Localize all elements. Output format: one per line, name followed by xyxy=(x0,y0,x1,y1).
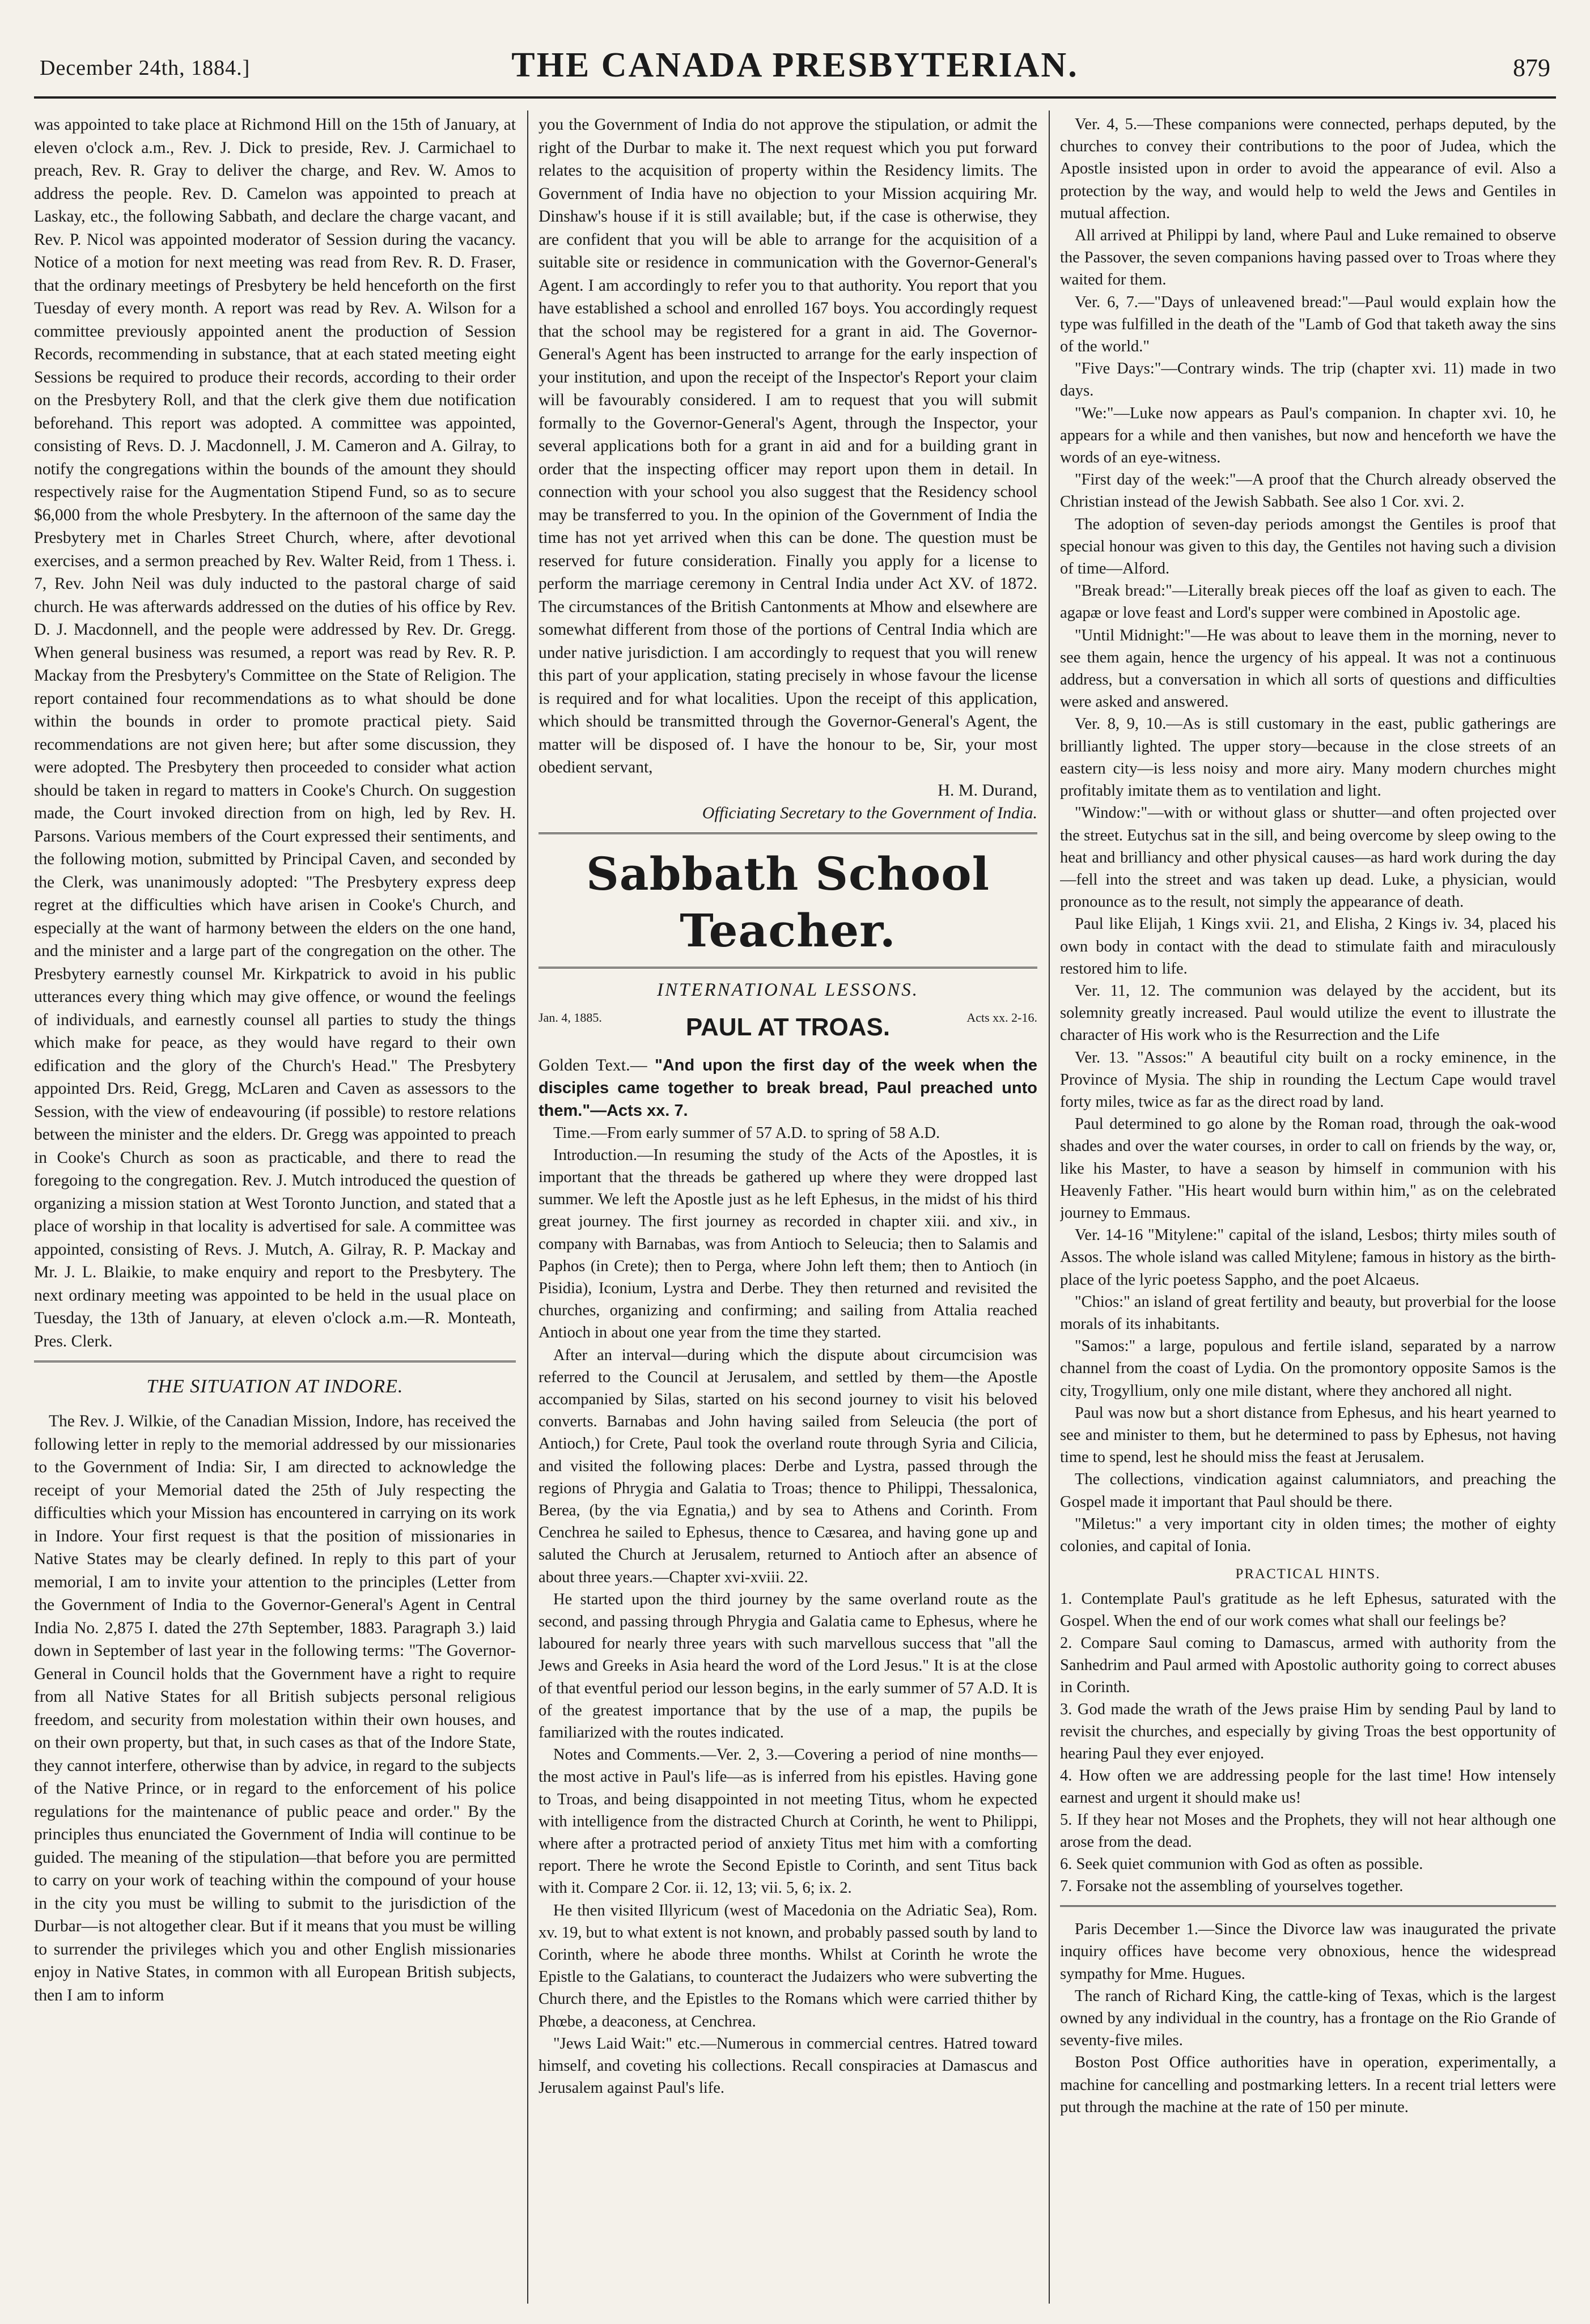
golden-text xyxy=(539,1054,1037,1122)
hint-item: 6. Seek quiet communion with God as often as possible. xyxy=(1060,1855,1423,1873)
comment-paragraph: "Window:"—with or without glass or shutter—and often projected over the street. Eutychus sat in the sill, and being overcome by sleep owing to the heat and brilliancy and other physical causes—as hard work during the day—fell into the street and was taken up dead. Luke, a physician, would pronounce as to the result, not simply the appearance of death. xyxy=(1060,804,1556,911)
comment-paragraph: The adoption of seven-day periods amongst the Gentiles is proof that special honour was given to this day, the Gentiles not having such a division of time—Alford. xyxy=(1060,515,1556,578)
presbytery-report: was appointed to take place at Richmond Hill on the 15th of January, at eleven o'clock a.m., Rev. J. Dick to preside, Rev. J. Carmichael to preach, Rev. R. Gray to deliver the charge, and Rev. W. Amos to address the people. Rev. D. Camelon was appointed to preach at Laskay, etc., the following Sabbath, and declare the charge vacant, and Rev. P. Nicol was appointed moderator of Session during the vacancy. Notice of a motion for next meeting was read from Rev. R. D. Fraser, that the ordinary meetings of Presbytery be held henceforth on the first Tuesday of every month. A report was read by Rev. A. Wilson for a committee previously appointed anent the production of Session Records, recommending in substance, that at each stated meeting eight Sessions be required to produce their records, according to their order on the Presbytery Roll, and that the clerk give them due notification beforehand. This report was adopted. A committee was appointed, consisting of Revs. D. J. Macdonnell, J. M. Cameron and A. Gilray, to notify the congregations within the bounds of the amount they should respectively raise for the Augmentation Stipend Fund, so as to secure $6,000 from the whole Presbytery. In the afternoon of the same day the Presbytery met in Charles Street Church, where, after devotional exercises, and a sermon preached by Rev. Walter Reid, from 1 Thess. i. 7, Rev. John Neil was duly inducted to the pastoral charge of said church. He was afterwards addressed on the duties of his office by Rev. D. J. Macdonnell, and the people were addressed by Rev. Dr. Gregg. When general business was resumed, a report was read by Rev. R. P. Mackay from the Presbytery's Committee on the State of Religion. The report contained four recommendations as to what should be done within the bounds in order to promote practical piety. Said recommendations are not given here; but after some discussion, they were adopted. The Presbytery then proceeded to consider what action should be taken in regard to matters in Cooke's Church. On suggestion made, the Court invoked direction from on high, led by Rev. H. Parsons. Various members of the Court expressed their sentiments, and the following motion, submitted by Principal Caven, and seconded by the Clerk, was unanimously adopted: "The Presbytery express deep regret at the difficulties which have arisen in Cooke's Church, and especially at the want of harmony between the elders on the one hand, and the minister and a large part of the congregation on the other. The Presbytery earnestly counsel Mr. Kirkpatrick to avoid in his public utterances every thing which may give offence, or wound the feelings of individuals, and earnestly counsel all parties to study the things which make for peace, as they would have regard to their own edification and the glory of the Church's Head." The Presbytery appointed Drs. Reid, Gregg, McLaren and Caven as assessors to the Session, with the view of endeavouring (if possible) to restore relations between the minister and the elders. Dr. Gregg was appointed to preach in Cooke's Church as soon as practicable, and there to read the foregoing to the congregation. Rev. J. Mutch introduced the question of organizing a mission station at West Toronto Junction, and stated that a place of worship in that locality is advertised for sale. A committee was appointed, consisting of Revs. J. Mutch, A. Gilray, R. P. Mackay and Mr. J. L. Blaikie, to make enquiry and report to the Presbytery. The next ordinary meeting was appointed to be held in the usual place on Tuesday, the 13th of January, at eleven o'clock a.m.—R. Monteath, Pres. Clerk. xyxy=(34,116,516,1350)
hint-item: 5. If they hear not Moses and the Prophets, they will not hear although one arose from the dead. xyxy=(1060,1811,1556,1851)
signature-name: H. M. Durand, xyxy=(938,780,1037,800)
issue-date: December 24th, 1884.] xyxy=(40,56,251,80)
lesson-time: Time.—From early summer of 57 A.D. to spring of 58 A.D. xyxy=(553,1124,940,1142)
comment-paragraph: Ver. 4, 5.—These companions were connected, perhaps deputed, by the churches to convey their contributions to the poor of Judea, which the Apostle insisted upon in order to avoid the appearance of evil. Also a protection by the way, and would help to weld the Jews and Gentiles in mutual affection. xyxy=(1060,116,1556,222)
column-1 xyxy=(34,113,516,2301)
news-item: Boston Post Office authorities have in operation, experimentally, a machine for cancelling and postmarking letters. In a recent trial letters were put through the machine at the rate of 150 per minute. xyxy=(1060,2054,1556,2116)
page-number: 879 xyxy=(1513,54,1550,82)
lesson-date: Jan. 4, 1885. xyxy=(539,1010,602,1025)
section-divider xyxy=(1060,1905,1556,1910)
page-header xyxy=(40,45,1550,91)
column-divider xyxy=(527,111,528,2304)
lesson-paragraph: After an interval—during which the dispute about circumcision was referred to the Council at Jerusalem, and settled by them—the Apostle accompanied by Silas, started on his second journey to visit his beloved converts. Barnabas and John having sailed from Seleucia (the port of Antioch,) for Crete, Paul took the overland route through Syria and Cilicia, and visited the following places: Derbe and Lystra, passed through the regions of Phrygia and Galatia to Troas; thence to Philippi, Thessalonica, Berea, (by the via Egnatia,) and by sea to Athens and Corinth. From Cenchrea he sailed to Ephesus, thence to Cæsarea, and having gone up and saluted the Church at Jerusalem, returned to Antioch after an absence of about three years.—Chapter xvi-xviii. 22. xyxy=(539,1346,1037,1586)
comment-paragraph: Paul was now but a short distance from Ephesus, and his heart yearned to see and minister to them, but he determined to pass by Ephesus, not having time to spend, lest he should miss the feast at Jerusalem. xyxy=(1060,1404,1556,1467)
indore-letter-continued: you the Government of India do not approve the stipulation, or admit the right of the Durbar to make it. The next request which you put forward relates to the acquisition of property within the Residency limits. The Government of India have no objection to your Mission acquiring Mr. Dinshaw's house if it is still available; but, if the case is otherwise, they are confident that you will be able to arrange for the acquisition of a suitable site or residence in communication with the Governor-General's Agent. I am accordingly to refer you to that authority. You report that you have established a school and enrolled 167 boys. You accordingly request that the school may be registered for a grant in aid. The Governor-General's Agent has been instructed to arrange for the early inspection of your institution, and upon the receipt of the Inspector's Report your claim will be favourably considered. I am to request that you will submit formally to the Governor-General's Agent, through the Inspector, your several applications both for a grant in aid and for a building grant in order that the inspecting officer may report upon them in detail. In connection with your school you also suggest that the Residency school may be transferred to you. In the opinion of the Government of India the time has not yet arrived when this can be done. The question must be reserved for future consideration. Finally you apply for a license to perform the marriage ceremony in Central India under Act XV. of 1872. The circumstances of the British Cantonments at Mhow and elsewhere are somewhat different from those of the portions of Central India which are under native jurisdiction. I am accordingly to request that you will renew this part of your application, stating precisely in whose favour the license is required and for what localities. Upon the receipt of this application, which should be transmitted through the Governor-General's Agent, the matter will be disposed of. I have the honour to be, Sir, your most obedient servant, xyxy=(539,116,1037,776)
hint-item: 1. Contemplate Paul's gratitude as he left Ephesus, saturated with the Gospel. When the end of our work comes what shall our feelings be? xyxy=(1060,1590,1556,1630)
lesson-heading-row xyxy=(539,1010,1037,1050)
section-divider xyxy=(539,967,1037,972)
comment-paragraph: "Break bread:"—Literally break pieces off the loaf as given to each. The agapæ or love feast and Lord's supper were combined in Apostolic age. xyxy=(1060,582,1556,622)
comment-paragraph: Ver. 11, 12. The communion was delayed by the accident, but its solemnity greatly increased. Paul would utilize the event to illustrate the character of His work who is the Resurrection and the Life xyxy=(1060,982,1556,1044)
lesson-paragraph: Introduction.—In resuming the study of the Acts of the Apostles, it is important that the threads be gathered up where they were dropped last summer. We left the Apostle just as he left Ephesus, in the midst of his third great journey. The first journey as recorded in chapter xiii. and xiv., in company with Barnabas, was from Antioch to Seleucia; then to Salamis and Paphos (in Crete); then to Perga, where John left them; then to Antioch (in Pisidia), Iconium, Lystra and Derbe. They then returned and revisited the churches, organizing and confirming; and sailing from Attalia reached Antioch in about one year from the time they started. xyxy=(539,1146,1037,1342)
lesson-paragraph: He then visited Illyricum (west of Macedonia on the Adriatic Sea), Rom. xv. 19, but to what extent is not known, and probably passed south by land to Corinth, where he abode three months. Whilst at Corinth he wrote the Epistle to the Galatians, to counteract the Judaizers who were subverting the Church there, and the Epistles to the Romans which were carried thither by Phœbe, a deaconess, at Cenchrea. xyxy=(539,1901,1037,2030)
comment-paragraph: Ver. 6, 7.—"Days of unleavened bread:"—Paul would explain how the type was fulfilled in the death of the "Lamb of God that taketh away the sins of the world." xyxy=(1060,293,1556,356)
hint-item: 2. Compare Saul coming to Damascus, armed with authority from the Sanhedrim and Paul armed with Apostolic authority going to correct abuses in Corinth. xyxy=(1060,1634,1556,1697)
golden-text-label: Golden Text.— xyxy=(539,1055,647,1074)
comment-paragraph: Ver. 14-16 "Mitylene:" capital of the island, Lesbos; thirty miles south of Assos. The whole island was called Mitylene; famous in history as the birth-place of the lyric poetess Sappho, and the poet Alcaeus. xyxy=(1060,1226,1556,1289)
comment-paragraph: Ver. 13. "Assos:" A beautiful city built on a rocky eminence, in the Province of Mysia. The ship in rounding the Lectum Cape would travel forty miles, twice as far as the direct road by land. xyxy=(1060,1048,1556,1111)
international-lessons-heading: INTERNATIONAL LESSONS. xyxy=(656,979,919,1000)
golden-text-body: "And upon the first day of the week when the disciples came together to break bread, Paul preached unto them."—Acts xx. 7. xyxy=(539,1056,1037,1120)
comment-paragraph: "We:"—Luke now appears as Paul's companion. In chapter xvi. 10, he appears for a while and then vanishes, but now and henceforth we have the words of an eye-witness. xyxy=(1060,404,1556,467)
news-item: The ranch of Richard King, the cattle-king of Texas, which is the largest owned by any individual in the country, has a frontage on the Rio Grande of seventy-five miles. xyxy=(1060,1987,1556,2050)
comment-paragraph: Paul like Elijah, 1 Kings xvii. 21, and Elisha, 2 Kings iv. 34, placed his own body in contact with the dead to stimulate faith and miraculously restored him to life. xyxy=(1060,915,1556,978)
comment-paragraph: All arrived at Philippi by land, where Paul and Luke remained to observe the Passover, the seven companions having passed over to Troas where they waited for them. xyxy=(1060,227,1556,289)
signature-title: Officiating Secretary to the Government of India. xyxy=(702,803,1037,822)
comment-paragraph: "Five Days:"—Contrary winds. The trip (chapter xvi. 11) made in two days. xyxy=(1060,360,1556,400)
newspaper-title: THE CANADA PRESBYTERIAN. xyxy=(511,46,1079,84)
news-item: Paris December 1.—Since the Divorce law was inaugurated the private inquiry offices have become very obnoxious, hence the widespread sympathy for Mme. Hugues. xyxy=(1060,1921,1556,1983)
comment-paragraph: The collections, vindication against calumniators, and preaching the Gospel made it important that Paul should be there. xyxy=(1060,1471,1556,1511)
masthead-sabbath-school: Sabbath School Teacher. xyxy=(586,847,990,957)
comment-paragraph: "Chios:" an island of great fertility and beauty, but proverbial for the loose morals of its inhabitants. xyxy=(1060,1293,1556,1333)
lesson-reference: Acts xx. 2-16. xyxy=(966,1010,1037,1025)
comment-paragraph: "Miletus:" a very important city in olden times; the mother of eighty colonies, and capital of Ionia. xyxy=(1060,1515,1556,1555)
section-title-indore: THE SITUATION AT INDORE. xyxy=(146,1376,404,1397)
header-rule xyxy=(34,96,1556,99)
comment-paragraph: "Samos:" a large, populous and fertile island, separated by a narrow channel from the coast of Lydia. On the promontory opposite Samos is the city, Trogyllium, only one mile distant, where they anchored all night. xyxy=(1060,1337,1556,1400)
comment-paragraph: "First day of the week:"—A proof that the Church already observed the Christian instead of the Jewish Sabbath. See also 1 Cor. xvi. 2. xyxy=(1060,471,1556,511)
column-divider xyxy=(1049,111,1050,2304)
section-divider xyxy=(539,832,1037,838)
indore-letter: The Rev. J. Wilkie, of the Canadian Mission, Indore, has received the following letter in reply to the memorial addressed by our missionaries to the Government of India: Sir, I am directed to acknowledge the receipt of your Memorial dated the 25th of July respecting the difficulties which your Mission has encountered in carrying on its work in Indore. Your first request is that the position of missionaries in Native States may be clearly defined. In reply to this part of your memorial, I am to invite your attention to the principles (Letter from the Government of India to the Governor-General's Agent in Central India No. 2,875 I. dated the 27th September, 1883. Paragraph 3.) laid down in September of last year in the following terms: "The Governor-General in Council holds that the Government have a right to require from all Native States for all British subjects personal religious freedom, and security from molestation within their own houses, and on their own property, but that, in such cases as that of the Indore State, they cannot interfere, otherwise than by advice, in regard to the subjects of the Native Prince, or in regard to the enforcement of his police regulations for the maintenance of public peace and order." By the principles thus enunciated the Government of India will continue to be guided. The meaning of the stipulation—that before you are permitted to carry on your work of teaching within the compound of your house in the city you must be willing to submit to the jurisdiction of the Durbar—is not altogether clear. But if it means that you must be willing to surrender the privileges which you and other English missionaries enjoy in Native States, in common with all European British subjects, then I am to inform xyxy=(34,1412,516,2004)
column-2 xyxy=(539,113,1037,2301)
lesson-paragraph: He started upon the third journey by the same overland route as the second, and passing through Phrygia and Galatia came to Ephesus, where he laboured for nearly three years with such marvellous success that "all the Jews and Greeks in Asia heard the word of the Lord Jesus." It is at the close of that eventful period our lesson begins, in the early summer of 57 A.D. It is of the greatest importance that by the use of a map, the pupils be familiarized with the routes indicated. xyxy=(539,1590,1037,1741)
hint-item: 4. How often we are addressing people for the last time! How intensely earnest and urgent it should make us! xyxy=(1060,1767,1556,1807)
hint-item: 7. Forsake not the assembling of yourselves together. xyxy=(1060,1877,1404,1896)
lesson-paragraph: "Jews Laid Wait:" etc.—Numerous in commercial centres. Hatred toward himself, and coveting his collections. Recall conspiracies at Damascus and Jerusalem against Paul's life. xyxy=(539,2034,1037,2097)
section-divider xyxy=(34,1361,516,1366)
hint-item: 3. God made the wrath of the Jews praise Him by sending Paul by land to revisit the churches, and especially by giving Troas the best opportunity of hearing Paul they ever enjoyed. xyxy=(1060,1701,1556,1763)
comment-paragraph: "Until Midnight:"—He was about to leave them in the morning, never to see them again, hence the urgency of his appeal. It was not a continuous address, but a conversation in which all sorts of questions and difficulties were asked and answered. xyxy=(1060,626,1556,711)
comment-paragraph: Ver. 8, 9, 10.—As is still customary in the east, public gatherings are brilliantly lighted. The upper story—because in the close streets of an eastern city—is less noisy and more airy. Many modern churches might profitably imitate them as to ventilation and light. xyxy=(1060,715,1556,800)
practical-hints-heading: PRACTICAL HINTS. xyxy=(1235,1566,1381,1582)
comment-paragraph: Paul determined to go alone by the Roman road, through the oak-wood shades and over the water courses, in order to call on friends by the way, or, like his Master, to have a season by himself in communion with his Heavenly Father. "His heart would burn within him," as on the celebrated journey to Emmaus. xyxy=(1060,1115,1556,1222)
column-3 xyxy=(1060,113,1556,2301)
lesson-paragraph: Notes and Comments.—Ver. 2, 3.—Covering a period of nine months—the most active in Paul's life—as is inferred from his epistles. Having gone to Troas, and being disappointed in not meeting Titus, whom he expected with intelligence from the distracted Church at Corinth, he went to Philippi, where after a protracted period of anxiety Titus met him with a comforting report. There he wrote the Second Epistle to Corinth, and sent Titus back with it. Compare 2 Cor. ii. 12, 13; vii. 5, 6; ix. 2. xyxy=(539,1746,1037,1897)
lesson-title: PAUL AT TROAS. xyxy=(685,1013,891,1041)
